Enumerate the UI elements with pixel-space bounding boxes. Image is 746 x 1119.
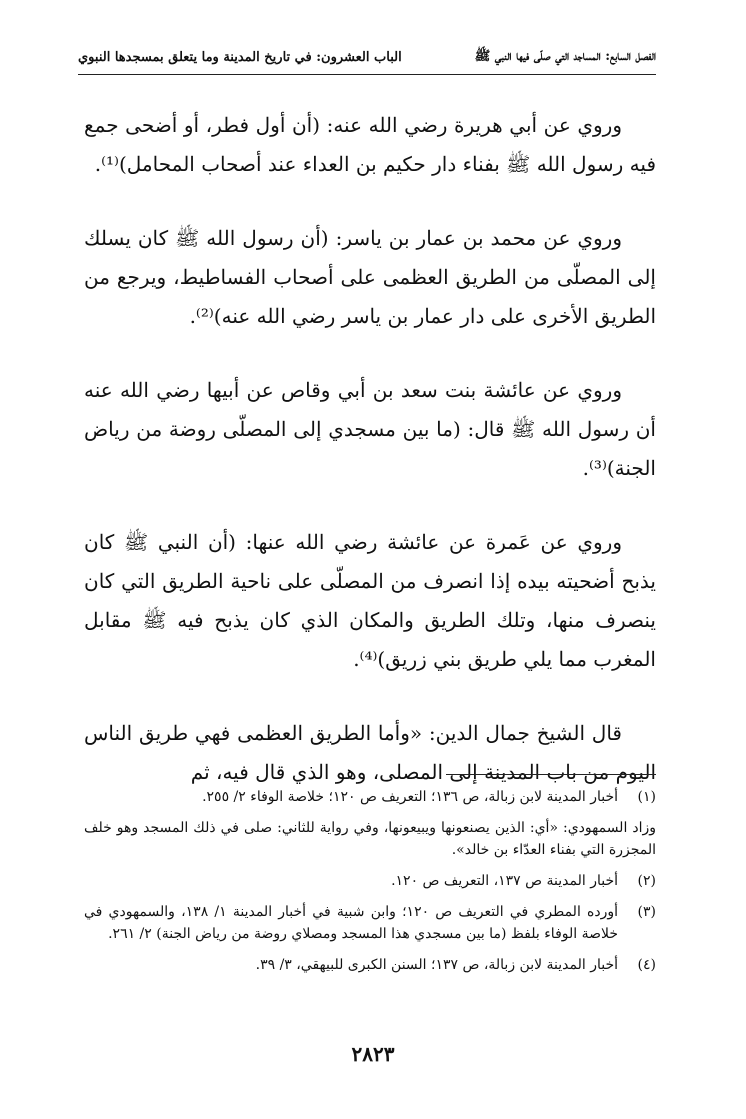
footnotes xyxy=(84,786,656,985)
header-chapter-title: الفصل السابع: المساجد التي صلّى فيها النبي ﷺ xyxy=(474,48,656,64)
footnote xyxy=(84,901,656,945)
footnote-number: (١) xyxy=(637,789,656,805)
footnote-continuation: وزاد السمهودي: «أي: الذين يصنعونها ويبيعونها، وفي رواية للثاني: صلى في ذلك المسجد وهو خلف المجزرة التي بفناء العدّاء بن خالد». xyxy=(84,820,656,858)
running-header xyxy=(78,40,656,75)
footnote-number: (٤) xyxy=(637,957,656,973)
footnote-text: أخبار المدينة ص ١٣٧، التعريف ص ١٢٠. xyxy=(391,873,618,889)
header-section-title: الباب العشرون: في تاريخ المدينة وما يتعلق بمسجدها النبوي xyxy=(78,49,402,65)
paragraph: وروي عن عائشة بنت سعد بن أبي وقاص عن أبيها رضي الله عنه أن رسول الله ﷺ قال: (ما بين مسجدي إلى المصلّى روضة من رياض الجنة)⁽³⁾. xyxy=(84,378,656,480)
paragraph: وروي عن محمد بن عمار بن ياسر: (أن رسول الله ﷺ كان يسلك إلى المصلّى من الطريق العظمى على أصحاب الفساطيط، ويرجع من الطريق الأخرى على دار عمار بن ياسر رضي الله عنه)⁽²⁾. xyxy=(84,226,656,328)
paragraph: وروي عن أبي هريرة رضي الله عنه: (أن أول فطر، أو أضحى جمع فيه رسول الله ﷺ بفناء دار حكيم بن العداء عند أصحاب المحامل)⁽¹⁾. xyxy=(84,113,656,176)
footnote xyxy=(84,954,656,976)
footnote-text: أورده المطري في التعريف ص ١٢٠؛ وابن شبية في أخبار المدينة ١/ ١٣٨، والسمهودي في خلاصة الوفاء بلفظ (ما بين مسجدي هذا المسجد ومصلاي روضة من رياض الجنة) ٢/ ٢٦١. xyxy=(84,904,619,942)
footnote xyxy=(84,870,656,892)
footnote-text: أخبار المدينة لابن زبالة، ص ١٣٦؛ التعريف ص ١٢٠؛ خلاصة الوفاء ٢/ ٢٥٥. xyxy=(202,789,618,805)
main-text xyxy=(84,106,656,792)
footnote-number: (٢) xyxy=(637,873,656,889)
page-number: ٢٨٢٣ xyxy=(351,1042,395,1066)
footnote-number: (٣) xyxy=(637,904,656,920)
footnote-text: أخبار المدينة لابن زبالة، ص ١٣٧؛ السنن الكبرى للبيهقي، ٣/ ٣٩. xyxy=(255,957,618,973)
footnote-separator xyxy=(446,774,656,775)
footnote xyxy=(84,786,656,808)
paragraph: قال الشيخ جمال الدين: «وأما الطريق العظمى فهي طريق الناس اليوم من باب المدينة إلى المصلى، وهو الذي قال فيه، ثم xyxy=(84,721,656,784)
paragraph: وروي عن عَمرة عن عائشة رضي الله عنها: (أن النبي ﷺ كان يذبح أضحيته بيده إذا انصرف من المصلّى على ناحية الطريق التي كان ينصرف منها، وتلك الطريق والمكان الذي كان يذبح فيه ﷺ مقابل المغرب مما يلي طريق بني زريق)⁽⁴⁾. xyxy=(84,530,656,671)
